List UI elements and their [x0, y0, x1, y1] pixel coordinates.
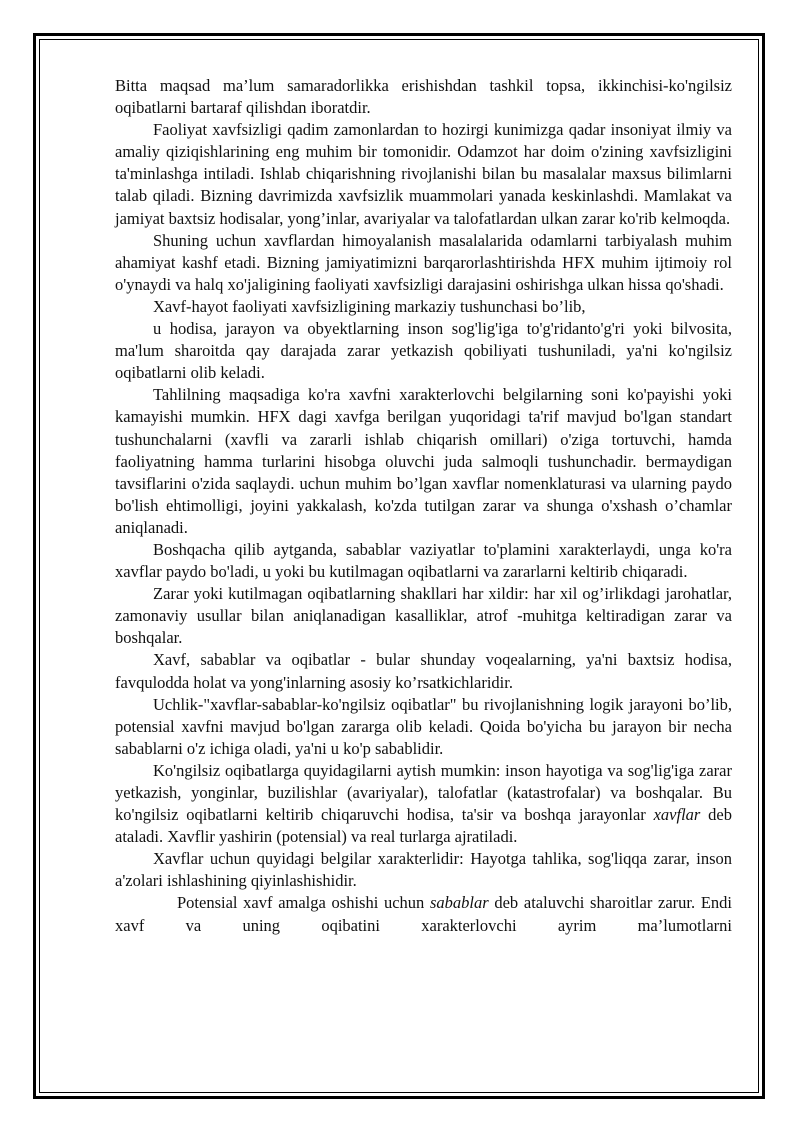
- text-run: Tahlilning maqsadiga ko'ra xavfni xarakterlovchi belgilarning soni ko'payishi yoki kamayishi mumkin. HFX dagi xavfga berilgan yuqoridagi ta'rif mavjud bo'lgan standart tushunchalarni (xavfli va zararli ishlab chiqarish omillari) o'ziga tortuvchi, hamda faoliyatning hamma turlarini hisobga oluvchi juda salmoqli tushunchadir. bermaydigan tavsiflarini o'zida saqlaydi. uchun muhim bo’lgan xavflar nomenklaturasi va ularning paydo bo'lish ehtimolligi, joyini yakkalash, ko'zda tutilgan zarar va shunga o'xshash o’chamlar aniqlanadi.: [115, 385, 732, 537]
- paragraph: [115, 384, 732, 539]
- text-run: Shuning uchun xavflardan himoyalanish masalalarida odamlarni tarbiyalash muhim ahamiyat kashf etadi. Bizning jamiyatimizni barqarorlashtirishda HFX muhim ijtimoiy rol o'ynaydi va halq xo'jaligining faoliyati xavfsizligi darajasini oshirishga ulkan hissa qo'shadi.: [115, 230, 732, 294]
- text-run: u hodisa, jarayon va obyektlarning inson sog'lig'iga to'g'ridanto'g'ri yoki bilvosita, ma'lum sharoitda qay darajada zarar yetkazish qobiliyati tushuniladi, ya'ni ko'ngilsiz oqibatlarni olib keladi.: [115, 319, 732, 383]
- text-run: Xavf-hayot faoliyati xavfsizligining markaziy tushunchasi bo’lib,: [153, 296, 586, 316]
- italic-term: xavflar: [653, 805, 701, 825]
- paragraph: [115, 230, 732, 296]
- document-body: [115, 75, 732, 937]
- paragraph: [115, 694, 732, 760]
- paragraph: [115, 583, 732, 649]
- text-run: Potensial xavf amalga oshishi uchun: [177, 893, 430, 913]
- paragraph: [115, 318, 732, 384]
- text-run: Zarar yoki kutilmagan oqibatlarning shakllari har xildir: har xil og’irlikdagi jarohatlar, zamonaviy usullar bilan aniqlanadigan kasalliklar, atrof -muhitga keltiradigan zarar va boshqalar.: [115, 584, 732, 648]
- paragraph: [115, 892, 732, 936]
- text-run: Xavflar uchun quyidagi belgilar xarakterlidir: Hayotga tahlika, sog'liqqa zarar, inson a'zolari ishlashining qiyinlashishidir.: [115, 849, 732, 891]
- paragraph: [115, 119, 732, 229]
- text-run: Xavf, sabablar va oqibatlar - bular shunday voqealarning, ya'ni baxtsiz hodisa, favqulodda holat va yong'inlarning asosiy ko’rsatkichlaridir.: [115, 650, 732, 692]
- text-run: Bitta maqsad ma’lum samaradorlikka erishishdan tashkil topsa, ikkinchisi-ko'ngilsiz oqibatlarni bartaraf qilishdan iboratdir.: [115, 76, 732, 118]
- paragraph: [115, 848, 732, 892]
- text-run: Boshqacha qilib aytganda, sabablar vaziyatlar to'plamini xarakterlaydi, unga ko'ra xavflar paydo bo'ladi, u yoki bu kutilmagan oqibatlarni va zararlarni keltirib chiqaradi.: [115, 539, 732, 582]
- text-run: Uchlik-"xavflar-sabablar-ko'ngilsiz oqibatlar" bu rivojlanishning logik jarayoni bo’lib, potensial xavfni mavjud bo'lgan zararga olib keladi. Qoida bo'yicha bu jarayon bir necha sabablarni o'z ichiga oladi, ya'ni u ko'p sabablidir.: [115, 694, 732, 758]
- paragraph: [115, 649, 732, 693]
- paragraph: [115, 75, 732, 119]
- text-run: deb ataluvchi sharoitlar zarur. Endi xavf va uning oqibatini xarakterlovchi ayrim ma’lumotlarni: [115, 893, 732, 935]
- text-run: Ko'ngilsiz oqibatlarga quyidagilarni aytish mumkin: inson hayotiga va sog'lig'iga zarar yetkazish, yonginlar, buzilishlar (avariyalar), talofatlar (katastrofalar) va boshqalar. Bu ko'ngilsiz oqibatlarni keltirib chiqaruvchi hodisa, ta'sir va boshqa jarayonlar: [115, 760, 732, 825]
- text-run: deb ataladi. Xavflir yashirin (potensial) va real turlarga ajratiladi.: [115, 805, 732, 847]
- paragraph: [115, 296, 732, 318]
- paragraph: [115, 539, 732, 583]
- paragraph: [115, 760, 732, 848]
- italic-term: sabablar: [429, 893, 489, 913]
- text-run: Faoliyat xavfsizligi qadim zamonlardan to hozirgi kunimizga qadar insoniyat ilmiy va amaliy qiziqishlarining eng muhim bir tomonidir. Odamzot har doim o'zining xavfsizligini ta'minlashga intiladi. Ishlab chiqarishning rivojlanishi bilan bu masalalar maxsus bilimlarni talab qiladi. Bizning davrimizda xavfsizlik muammolari yanada keskinlashdi. Mamlakat va jamiyat baxtsiz hodisalar, yong’inlar, avariyalar va talofatlardan ulkan zarar ko'rib kelmoqda.: [115, 120, 732, 228]
